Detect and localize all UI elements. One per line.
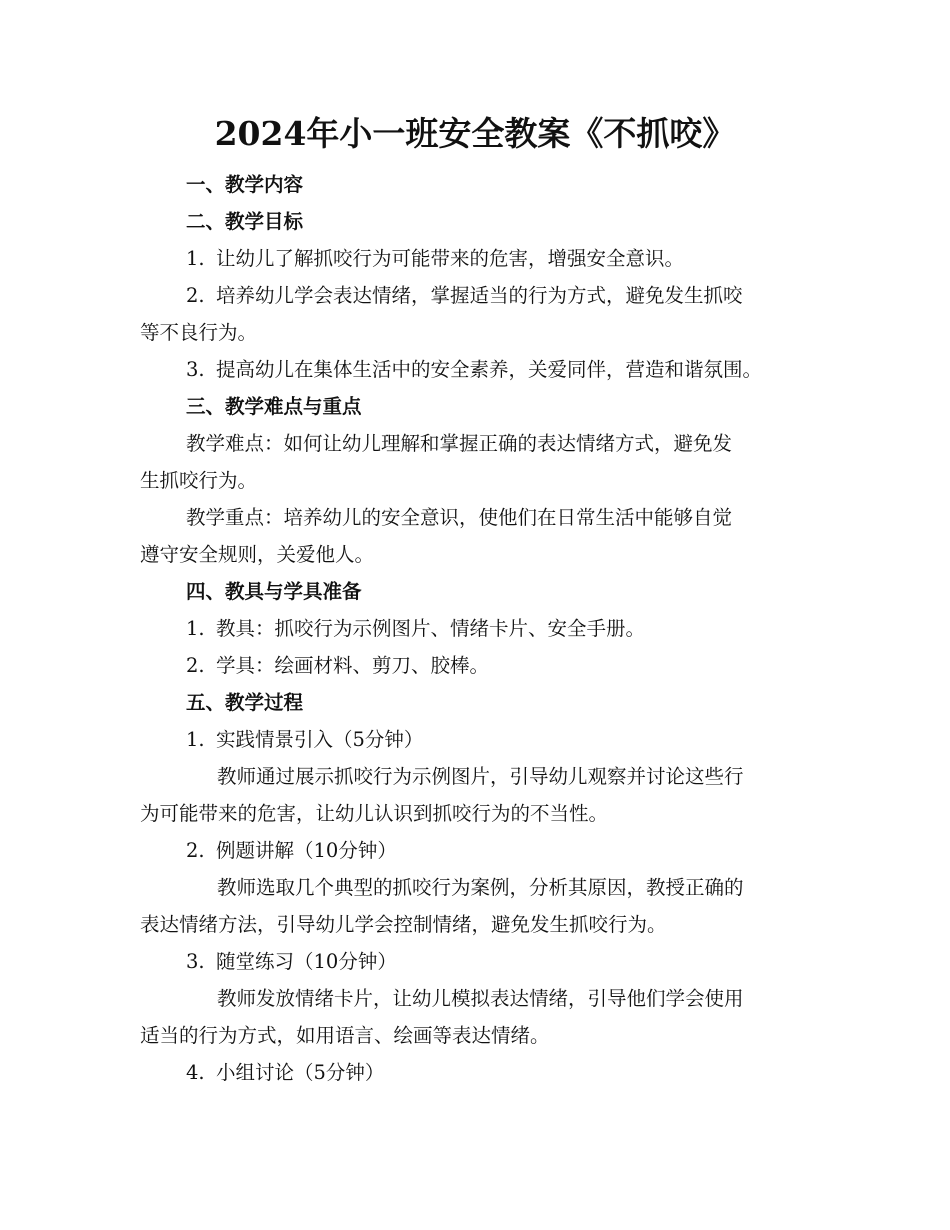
list-item <box>140 1054 830 1091</box>
paragraph-line: 教师通过展示抓咬行为示例图片，引导幼儿观察并讨论这些行 <box>217 765 744 788</box>
paragraph-line: 教师发放情绪卡片，让幼儿模拟表达情绪，引导他们学会使用 <box>217 987 744 1010</box>
list-item-number: 3. <box>186 950 205 973</box>
list-item-text: 例题讲解（10分钟） <box>216 839 397 862</box>
list-item-number: 3. <box>186 358 205 381</box>
list-item-number: 1. <box>186 617 205 640</box>
section-heading: 三、教学难点与重点 <box>186 395 362 418</box>
list-item <box>140 351 830 388</box>
list-item <box>140 610 830 647</box>
paragraph-line: 遵守安全规则，关爱他人。 <box>140 543 375 566</box>
list-item-text: 小组讨论（5分钟） <box>216 1061 385 1084</box>
paragraph-line: 生抓咬行为。 <box>140 469 258 492</box>
list-item <box>140 943 830 980</box>
paragraph-line: 教学难点：如何让幼儿理解和掌握正确的表达情绪方式，避免发 <box>186 432 733 455</box>
list-item-text: 培养幼儿学会表达情绪，掌握适当的行为方式，避免发生抓咬 <box>216 284 743 307</box>
paragraph-line: 教学重点：培养幼儿的安全意识，使他们在日常生活中能够自觉 <box>186 506 733 529</box>
list-item <box>140 240 830 277</box>
list-item <box>140 647 830 684</box>
list-item-number: 1. <box>186 247 205 270</box>
section-heading: 一、教学内容 <box>186 173 304 196</box>
paragraph-line: 为可能带来的危害，让幼儿认识到抓咬行为的不当性。 <box>140 802 609 825</box>
list-item-text: 提高幼儿在集体生活中的安全素养，关爱同伴，营造和谐氛围。 <box>216 358 763 381</box>
list-item-number: 4. <box>186 1061 205 1084</box>
section-heading: 二、教学目标 <box>186 210 304 233</box>
paragraph-line: 教师选取几个典型的抓咬行为案例，分析其原因，教授正确的 <box>217 876 744 899</box>
list-item <box>140 721 830 758</box>
list-item-text: 实践情景引入（5分钟） <box>216 728 424 751</box>
list-item-text: 学具：绘画材料、剪刀、胶棒。 <box>216 654 490 677</box>
section-heading: 五、教学过程 <box>186 691 304 714</box>
list-item <box>140 832 830 869</box>
paragraph-line: 等不良行为。 <box>140 321 258 344</box>
list-item-number: 2. <box>186 654 205 677</box>
list-item-number: 1. <box>186 728 205 751</box>
paragraph-line: 适当的行为方式，如用语言、绘画等表达情绪。 <box>140 1024 550 1047</box>
list-item-text: 让幼儿了解抓咬行为可能带来的危害，增强安全意识。 <box>216 247 685 270</box>
document-body <box>140 166 830 1091</box>
document-title: 2024年小一班安全教案《不抓咬》 <box>214 114 736 153</box>
list-item-text: 教具：抓咬行为示例图片、情绪卡片、安全手册。 <box>216 617 646 640</box>
list-item <box>140 277 830 314</box>
paragraph-line: 表达情绪方法，引导幼儿学会控制情绪，避免发生抓咬行为。 <box>140 913 667 936</box>
list-item-text: 随堂练习（10分钟） <box>216 950 397 973</box>
list-item-number: 2. <box>186 839 205 862</box>
list-item-number: 2. <box>186 284 205 307</box>
section-heading: 四、教具与学具准备 <box>186 580 362 603</box>
